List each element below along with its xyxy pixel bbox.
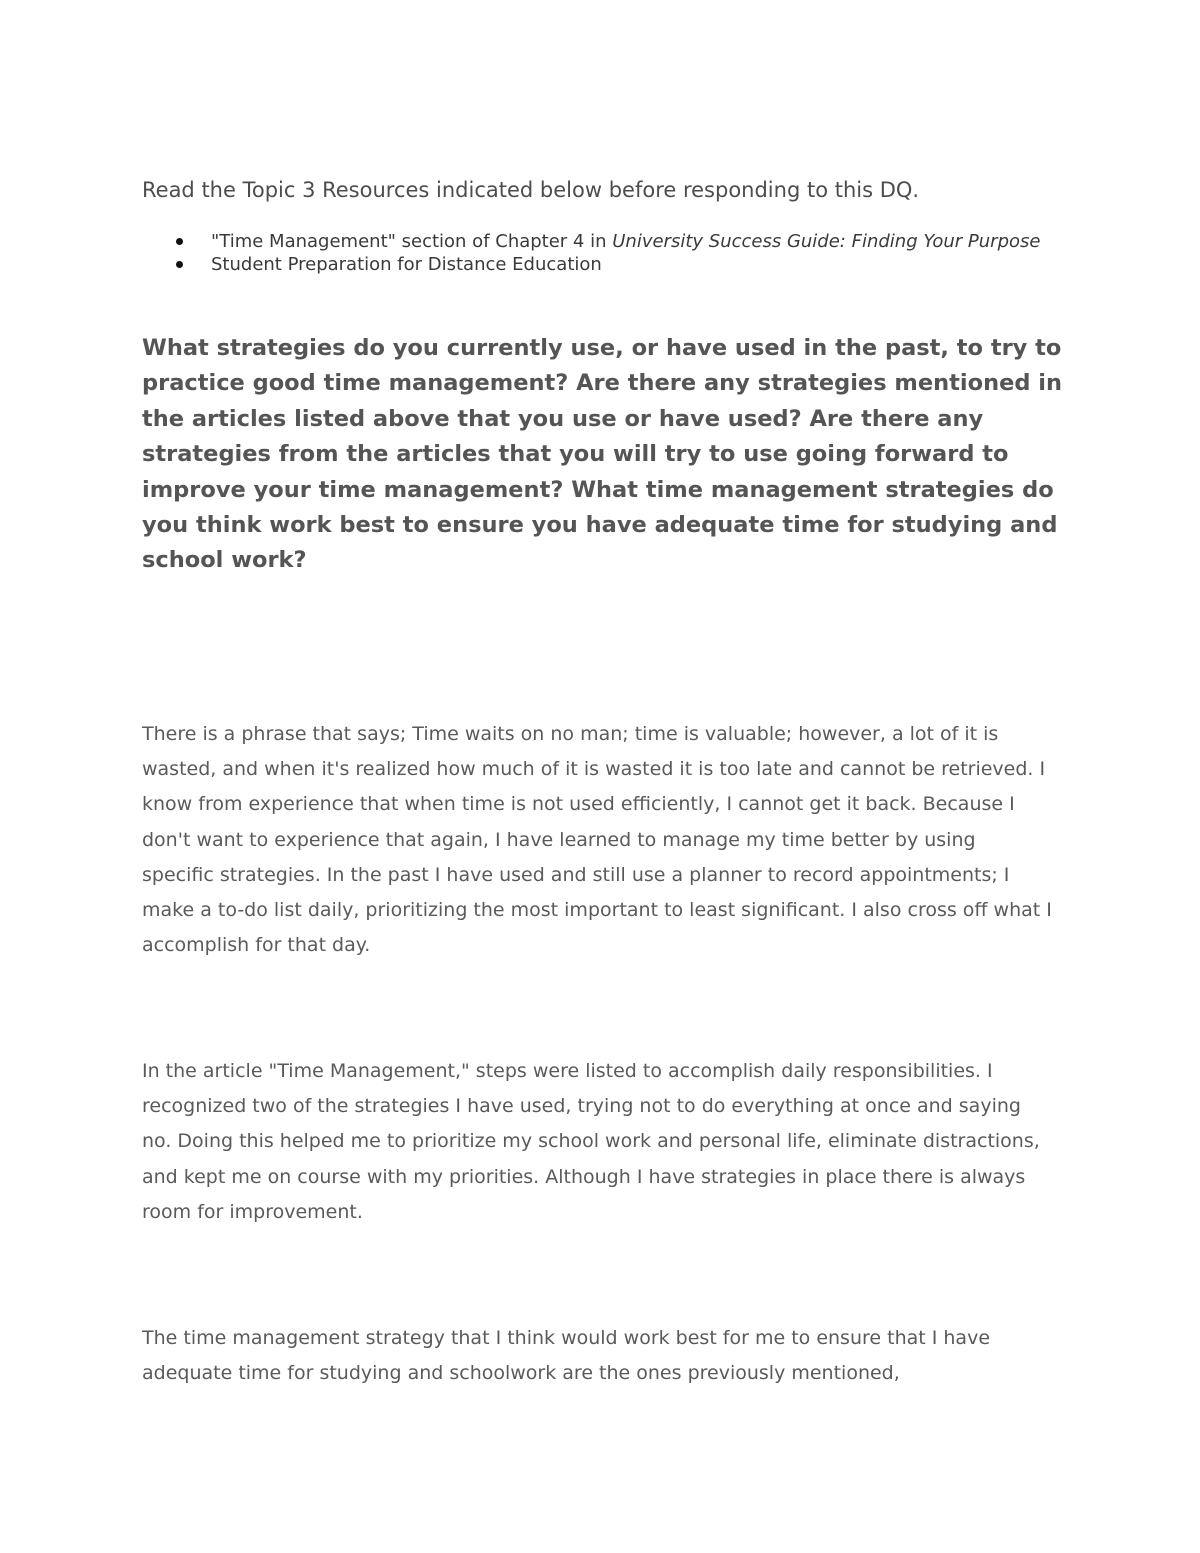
- list-item: [142, 230, 1062, 253]
- bullet-icon: [176, 238, 183, 245]
- response-paragraph: In the article "Time Management," steps were listed to accomplish daily responsibilities. I recognized two of the strategies I have used, trying not to do everything at once and saying no. Doing this helped me to prioritize my school work and personal life, eliminate distractions, and kept me on course with my priorities. Although I have strategies in place there is always room for improvement.: [142, 1060, 1040, 1223]
- resource-text: "Time Management" section of Chapter 4 in: [211, 231, 613, 252]
- response-paragraph: The time management strategy that I think would work best for me to ensure that I have adequate time for studying and schoolwork are the ones previously mentioned,: [142, 1327, 991, 1385]
- bullet-icon: [176, 261, 183, 268]
- resource-text: Student Preparation for Distance Education: [211, 254, 602, 275]
- resource-title: University Success Guide: Finding Your Purpose: [612, 231, 1041, 252]
- response-paragraph: There is a phrase that says; Time waits on no man; time is valuable; however, a lot of it is wasted, and when it's realized how much of it is wasted it is too late and cannot be retrieved. I know from experience that when time is not used efficiently, I cannot get it back. Because I don't want to experience that again, I have learned to manage my time better by using specific strategies. In the past I have used and still use a planner to record appointments; I make a to-do list daily, prioritizing the most important to least significant. I also cross off what I accomplish for that day.: [142, 723, 1052, 957]
- list-item: [142, 253, 1062, 276]
- discussion-question: What strategies do you currently use, or have used in the past, to try to practice good time management? Are there any strategies mentioned in the articles listed above that you use or have used? Are there any strategies from the articles that you will try to use going forward to improve your time management? What time management strategies do you think work best to ensure you have adequate time for studying and school work?: [142, 335, 1063, 574]
- resource-list: [142, 230, 1062, 276]
- intro-instruction: Read the Topic 3 Resources indicated below before responding to this DQ.: [142, 178, 920, 202]
